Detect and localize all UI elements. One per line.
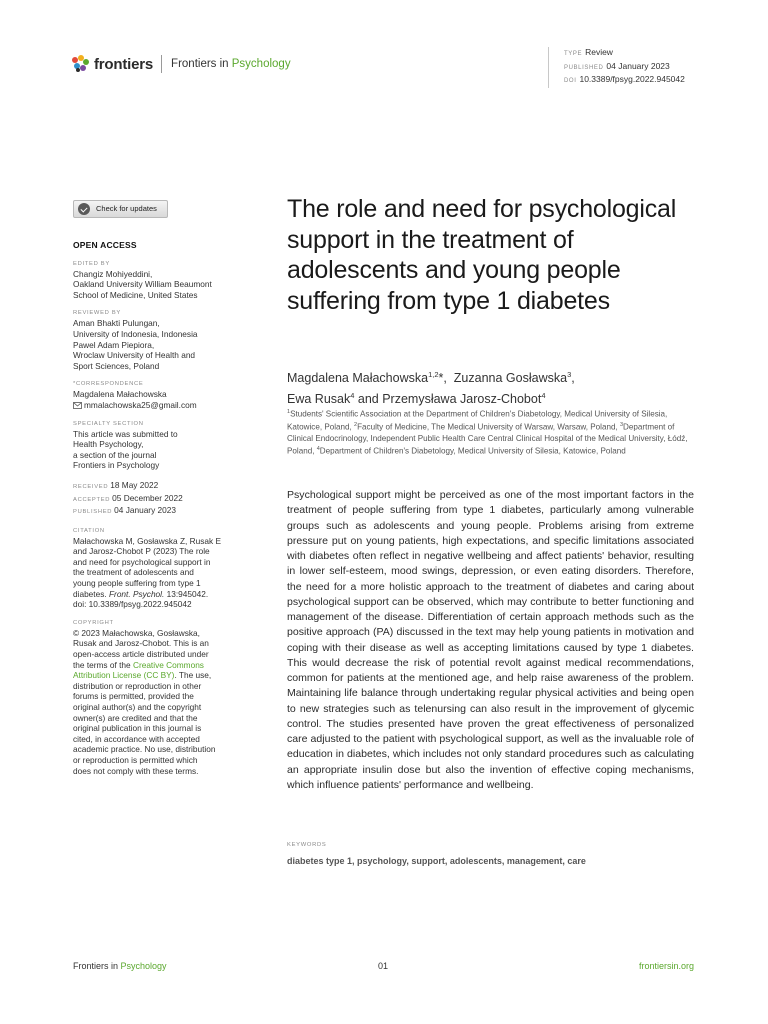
brand-name: frontiers — [94, 55, 154, 73]
meta-doi: DOI 10.3389/fpsyg.2022.945042 — [564, 74, 685, 84]
copyright: © 2023 Małachowska, Gosławska, Rusak and Jarosz-Chobot. This is an open-access article distributed under the terms of the Creative Commons Attribution License (CC BY). The use, distribution or reproduction in other forums is permitted, provided the original author(s) and the copyright owner(s) are credited and that the original publication in this journal is cited, in accordance with accepted academic practice. No use, distribution or reproduction is permitted which does not comply with these terms. — [73, 627, 216, 776]
page-number: 01 — [378, 961, 389, 971]
specialty-label: SPECIALTY SECTION — [73, 420, 144, 427]
envelope-icon — [73, 402, 82, 409]
meta-published: PUBLISHED 04 January 2023 — [564, 60, 670, 71]
author-name: Magdalena Małachowska — [287, 371, 429, 386]
copyright-label: COPYRIGHT — [73, 619, 114, 626]
journal-name: Frontiers in Psychology — [171, 58, 291, 70]
author-name: Ewa Rusak — [287, 392, 351, 407]
edited-by-label: EDITED BY — [73, 260, 110, 267]
author-name: Zuzanna Gosławska — [453, 371, 568, 386]
reviewed-by-label: REVIEWED BY — [73, 310, 121, 317]
footer-journal: Frontiers in Psychology — [73, 961, 167, 971]
received-date: RECEIVED 18 May 2022 — [73, 479, 159, 490]
reviewed-by: Aman Bhakti Pulungan, University of Indonesia, Indonesia Pawel Adam Piepiora, Wroclaw University of Health and Sport Sciences, Poland — [73, 318, 198, 371]
dates — [73, 480, 243, 518]
logo-divider — [161, 55, 162, 73]
affiliations: $^1$Students' Scientific Association at the Department of Children's Diabetology, Medical University of Silesia, Katowice, Poland, $^2$Faculty of Medicine, The Medical University of Warsaw, Warsaw, Poland, $^3$Department of Clinical Endocrinology, Independent Public Health Care Central Clinical Hospital of the Medical University, Łódź, Poland, $^4$Department of Children's Diabetology, Medical University of Silesia, Katowice, Poland — [287, 409, 688, 456]
article-meta — [548, 47, 685, 88]
specialty-section: This article was submitted to Health Psychology, a section of the journal Frontiers in Psychology — [73, 428, 178, 471]
meta-type: TYPE Review — [564, 47, 613, 57]
license-link[interactable]: Creative Commons Attribution License (CC BY) — [73, 659, 204, 681]
article-title: The role and need for psychological support in the treatment of adolescents and young people suffering from type 1 diabetes — [287, 195, 677, 315]
published-date: PUBLISHED 04 January 2023 — [73, 505, 176, 516]
correspondence-email[interactable]: mmalachowska25@gmail.com — [73, 400, 243, 411]
correspondence-name: Magdalena Małachowska — [73, 389, 167, 400]
keywords: diabetes type 1, psychology, support, adolescents, management, care — [287, 856, 586, 866]
correspondence-label: *CORRESPONDENCE — [73, 381, 144, 388]
sidebar — [73, 200, 243, 776]
check-for-updates-button[interactable]: Check for updates — [73, 200, 168, 218]
accepted-date: ACCEPTED 05 December 2022 — [73, 492, 183, 503]
keywords-label: KEYWORDS — [287, 842, 327, 848]
footer-site-link[interactable]: frontiersin.org — [638, 961, 694, 971]
author-list: Magdalena Małachowska$^{1,2}$*, Zuzanna Gosławska$^3$, Ewa Rusak$^4$ and Przemysława Jarosz-Chobot$^4$ — [287, 370, 575, 407]
citation-label: CITATION — [73, 527, 105, 534]
abstract: Psychological support might be perceived as one of the most important factors in the treatment of people suffering from type 1 diabetes, particularly among vulnerable groups such as adolescents and young people. Problems arising from extreme pressure put on young patients, high expectations, and specific limitations associated with diabetes often reflect in negative wellbeing and affect patients' behavior, resulting in lower self-esteem, mood swings, depression, or even eating disorders. Therefore, the need for a more holistic approach to the treatment of diabetes and caring about psychological support can be observed, which may contribute to better functioning and management of the disease. Differentiation of certain approach methods such as the positive approach (PA) discussed in the text may help young patients in motivation and coping with their disease as well as accepting limitations caused by type 1 diabetes. This would decrease the risk of potential revolt against medical recommendations, common for patients at the mentioned age, and help raise awareness of the problem. Maintaining life balance through undertaking regular physical activities and being open to new strategies such as telenursing can also result in the improvement of glycemic control. The studies presented have proven the great effectiveness of personalized care adjusted to the patient with psychological support, as well as the invaluable role of education in diabetes, which includes not only standard procedures such as calculating an appropriate insulin dose but also the invention of effective coping mechanisms, which influence patients' performance and wellbeing. — [287, 489, 694, 791]
citation: Małachowska M, Gosławska Z, Rusak E and Jarosz-Chobot P (2023) The role and need for psychological support in the treatment of adolescents and young people suffering from type 1 diabetes. Front. Psychol. 13:945042. doi: 10.3389/fpsyg.2022.945042 — [73, 535, 222, 610]
author-name: Przemysława Jarosz-Chobot — [382, 392, 542, 407]
edited-by: Changiz Mohiyeddini, Oakland University William Beaumont School of Medicine, United States — [73, 268, 212, 300]
checkmark-icon — [78, 203, 90, 215]
frontiers-logo[interactable] — [72, 54, 291, 74]
frontiers-logo-icon — [72, 55, 90, 73]
open-access-label: OPEN ACCESS — [73, 240, 137, 250]
